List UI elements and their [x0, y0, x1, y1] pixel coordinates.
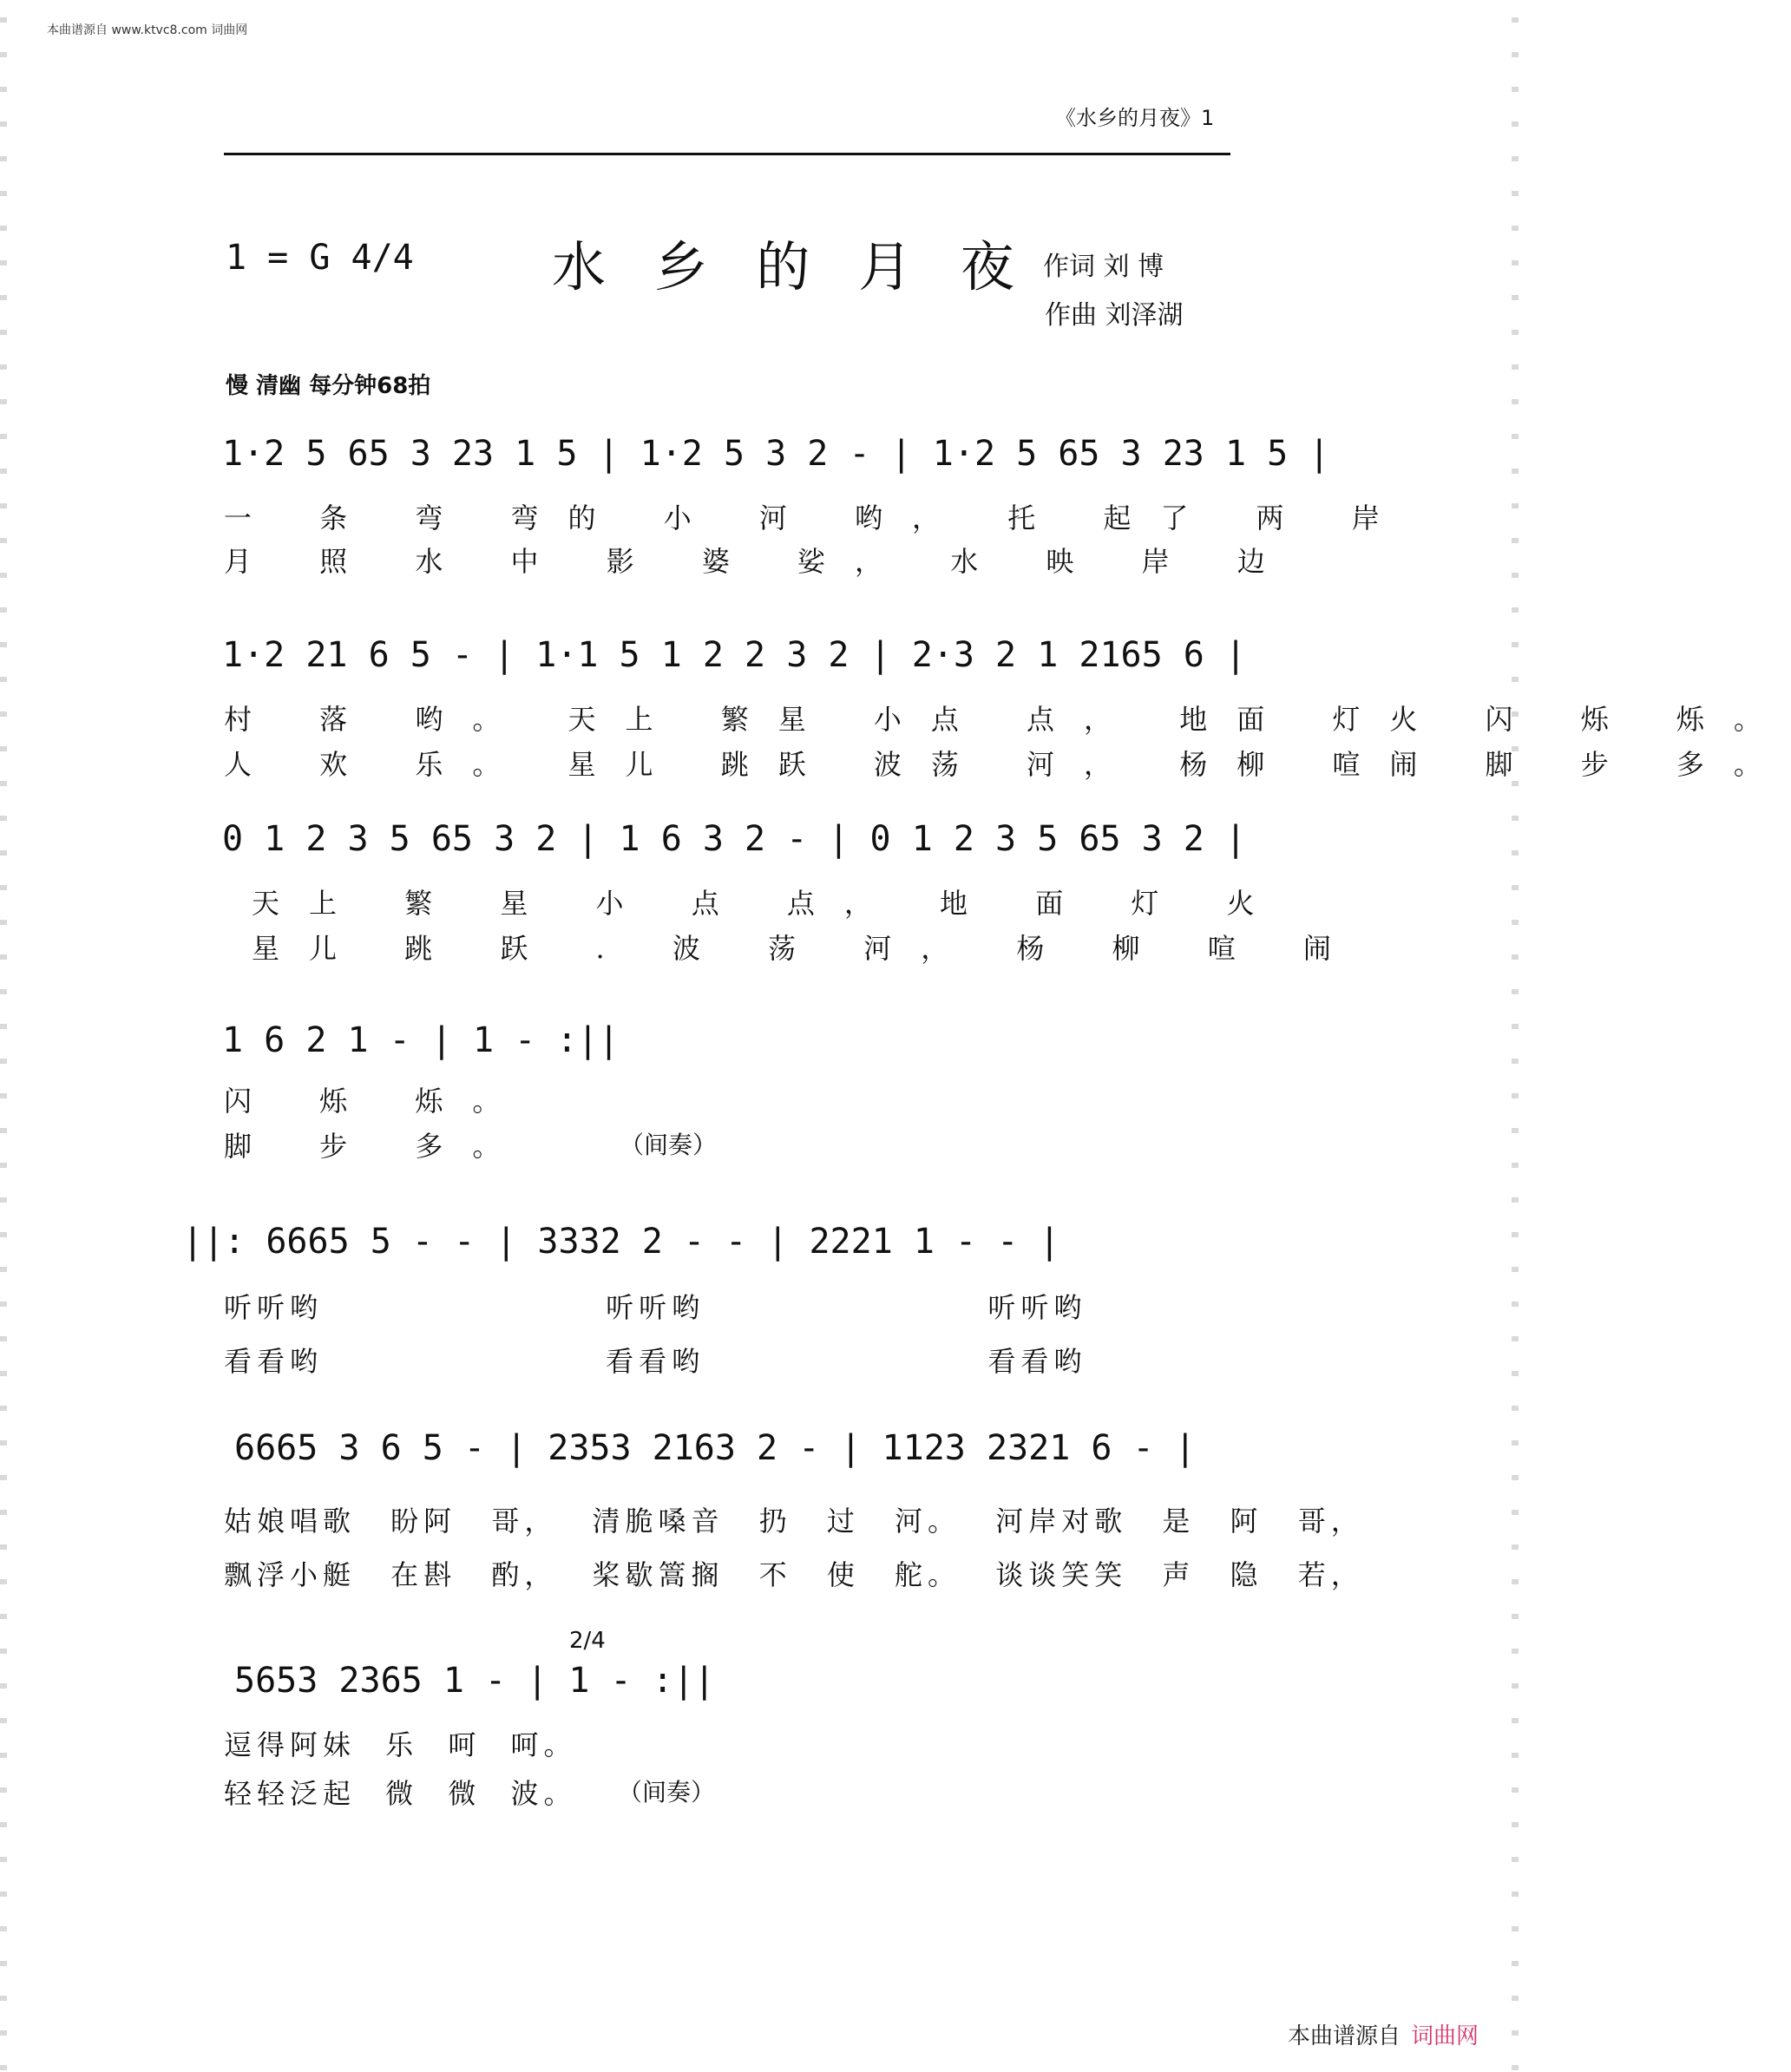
composer: 作曲 刘泽湖: [1045, 300, 1184, 331]
header-rule: [224, 153, 1230, 155]
lyric-1-system-6: 姑娘唱歌 盼阿 哥， 清脆嗓音 扔 过 河。 河岸对歌 是 阿 哥，: [224, 1505, 1364, 1538]
lyric-1-system-1: 一 条 弯 弯的 小 河 哟， 托 起了 两 岸: [224, 502, 1409, 534]
key-signature: 1 = G 4/4: [226, 238, 414, 278]
lyric-1-system-7: 逗得阿妹 乐 呵 呵。: [224, 1728, 577, 1761]
notes-system-6: 6665 3 6 5 - | 2353 2163 2 - | 1123 2321 6 - |: [234, 1428, 1196, 1468]
lyricist: 作词 刘 博: [1043, 252, 1164, 282]
page-header: 《水乡的月夜》1: [1055, 106, 1215, 130]
song-title: 水 乡 的 月 夜: [552, 235, 1030, 298]
interlude-1: （间奏）: [620, 1131, 718, 1159]
lyric-2-system-4: 脚 步 多。: [224, 1130, 530, 1163]
lyric-2-system-7: 轻轻泛起 微 微 波。: [224, 1777, 577, 1810]
lyric-2-system-3: 星儿 跳 跃 . 波 荡 河， 杨 柳 喧 闹: [252, 932, 1361, 965]
lyric-2-system-2: 人 欢 乐。 星儿 跳跃 波荡 河， 杨柳 喧闹 脚 步 多。: [224, 748, 1791, 781]
interlude-2: （间奏）: [618, 1778, 716, 1806]
right-margin-strip: [1512, 0, 1519, 2072]
footer-source: 本曲谱源自: [1288, 2023, 1401, 2049]
notes-system-5: ||: 6665 5 - - | 3332 2 - - | 2221 1 - - |: [182, 1222, 1060, 1262]
lyric-1-system-5: 听听哟 听听哟 听听哟: [224, 1291, 1087, 1324]
lyric-2-system-6: 飘浮小艇 在斟 酌， 桨歇篙搁 不 使 舵。 谈谈笑笑 声 隐 若，: [224, 1558, 1364, 1591]
lyric-1-system-3: 天上 繁 星 小 点 点， 地 面 灯 火: [252, 887, 1284, 920]
watermark-text: 本曲谱源自 www.ktvc8.com 词曲网: [47, 23, 248, 37]
notes-system-3: 0 1 2 3 5 65 3 2 | 1 6 3 2 - | 0 1 2 3 5 65 3 2 |: [222, 819, 1247, 859]
lyric-1-system-4: 闪 烁 烁。: [224, 1085, 530, 1118]
notes-system-4: 1 6 2 1 - | 1 - :||: [222, 1020, 620, 1060]
time-change-2-4: 2/4: [569, 1628, 606, 1654]
footer-site-link[interactable]: 词曲网: [1411, 2023, 1479, 2049]
tempo-marking: 慢 清幽 每分钟68拍: [226, 373, 431, 399]
notes-system-2: 1·2 21 6 5 - | 1·1 5 1 2 2 3 2 | 2·3 2 1 2165 6 |: [222, 635, 1247, 675]
lyric-2-system-1: 月 照 水 中 影 婆 娑， 水 映 岸 边: [224, 545, 1295, 578]
lyric-1-system-2: 村 落 哟。 天上 繁星 小点 点， 地面 灯火 闪 烁 烁。: [224, 703, 1791, 736]
lyric-2-system-5: 看看哟 看看哟 看看哟: [224, 1345, 1087, 1378]
notes-system-1: 1·2 5 65 3 23 1 5 | 1·2 5 3 2 - | 1·2 5 65 3 23 1 5 |: [222, 434, 1330, 474]
left-margin-strip: [0, 0, 7, 2072]
notes-system-7: 5653 2365 1 - | 1 - :||: [234, 1661, 715, 1701]
